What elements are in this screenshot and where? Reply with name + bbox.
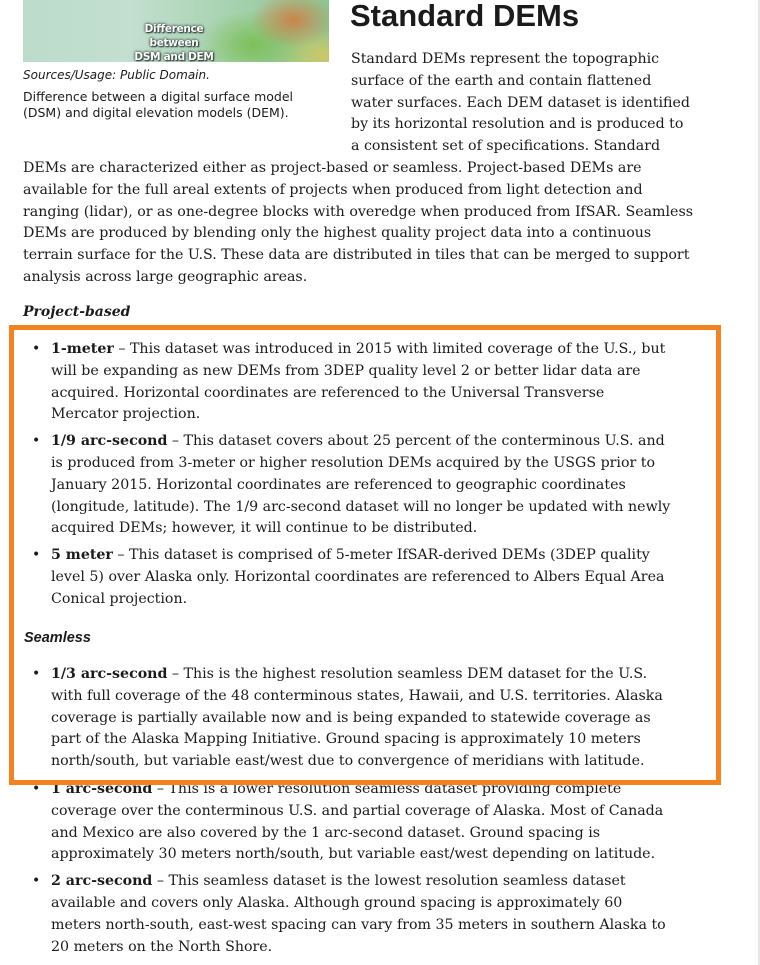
dataset-term: 2 arc-second: [51, 873, 153, 890]
bullet-icon: •: [32, 780, 41, 797]
list-item-2-arc-second: [23, 871, 673, 958]
bullet-icon: •: [32, 666, 41, 682]
dataset-term: 1 arc-second: [51, 780, 153, 797]
list-item-1-meter: [23, 339, 673, 426]
dataset-description: – This dataset covers about 25 percent of the conterminous U.S. and is produced from 3-meter or higher resolution DEMs acquired by the USGS prior to January 2015. Horizontal coordinates are referenced to geographic coordinates (longitude, latitude). The 1/9 arc-second dataset will no longer be updated with newly acquired DEMs; however, it will continue to be distributed.: [51, 433, 671, 537]
bullet-icon: •: [32, 341, 41, 357]
list-item-5-meter: [23, 545, 673, 610]
dataset-term: 1/3 arc-second: [51, 666, 168, 682]
dataset-term: 5 meter: [51, 547, 113, 564]
dsm-dem-image[interactable]: [23, 0, 329, 62]
list-item-1-arc-second: [23, 779, 673, 866]
figure-source: Sources/Usage: Public Domain.: [23, 68, 210, 82]
bullet-icon: •: [32, 433, 41, 450]
project-based-list: [23, 339, 673, 616]
bullet-icon: •: [32, 873, 41, 890]
intro-paragraph-full: DEMs are characterized either as project-based or seamless. Project-based DEMs are available for the full areal extents of projects when produced from light detection and ranging (lidar), or as one-degree blocks with overedge when produced from IfSAR. Seamless DEMs are produced by blending only the highest quality project data into a continuous terrain surface for the U.S. These data are distributed in tiles that can be merged to support analysis across large geographic areas.: [23, 160, 693, 285]
dataset-description: – This is a lower resolution seamless dataset providing complete coverage over the conterminous U.S. and partial coverage of Alaska. Most of Canada and Mexico are also covered by the 1 arc-second dataset. Ground spacing is approximately 30 meters north/south, but variable east/west depending on latitude.: [51, 780, 664, 863]
dataset-description: – This dataset was introduced in 2015 with limited coverage of the U.S., but will be expanding as new DEMs from 3DEP quality level 2 or better lidar data are acquired. Horizontal coordinates are referenced to the Universal Transverse Mercator projection.: [51, 341, 666, 423]
image-label: [119, 22, 229, 62]
dataset-description: – This dataset is comprised of 5-meter IfSAR-derived DEMs (3DEP quality level 5) over Alaska only. Horizontal coordinates are referenced to Albers Equal Area Conical projection.: [51, 547, 665, 607]
image-label-line2: DSM and DEM: [134, 51, 214, 62]
dataset-description: – This is the highest resolution seamless DEM dataset for the U.S. with full coverage of the 48 conterminous states, Hawaii, and U.S. territories. Alaska coverage is partially available now and is being expanded to statewide coverage as part of the Alaska Mapping Initiative. Ground spacing is approximately 10 meters north/south, but variable east/west due to convergence of meridians with latitude.: [51, 666, 663, 770]
seamless-list: [23, 664, 673, 963]
section-title-project-based: Project-based: [23, 304, 131, 320]
dsm-dem-figure: [23, 0, 329, 121]
list-item-1-9-arc-second: [23, 431, 673, 540]
bullet-icon: •: [32, 547, 41, 564]
intro-paragraph-right: Standard DEMs represent the topographic surface of the earth and contain flattened water surfaces. Each DEM dataset is identified by its horizontal resolution and is produced to a consistent set of specifications. Standard: [351, 51, 690, 155]
figure-caption: Difference between a digital surface model (DSM) and digital elevation models (DEM).: [23, 89, 293, 120]
page-title: Standard DEMs: [350, 0, 580, 33]
image-label-line1: Difference between: [144, 23, 204, 49]
dataset-term: 1-meter: [51, 341, 114, 357]
dataset-description: – This seamless dataset is the lowest resolution seamless dataset available and covers only Alaska. Although ground spacing is approximately 60 meters north-south, east-west spacing can vary from 35 meters in southern Alaska to 20 meters on the North Shore.: [51, 873, 666, 955]
dataset-term: 1/9 arc-second: [51, 433, 168, 450]
section-title-seamless: Seamless: [24, 630, 91, 646]
list-item-1-3-arc-second: [23, 664, 673, 773]
